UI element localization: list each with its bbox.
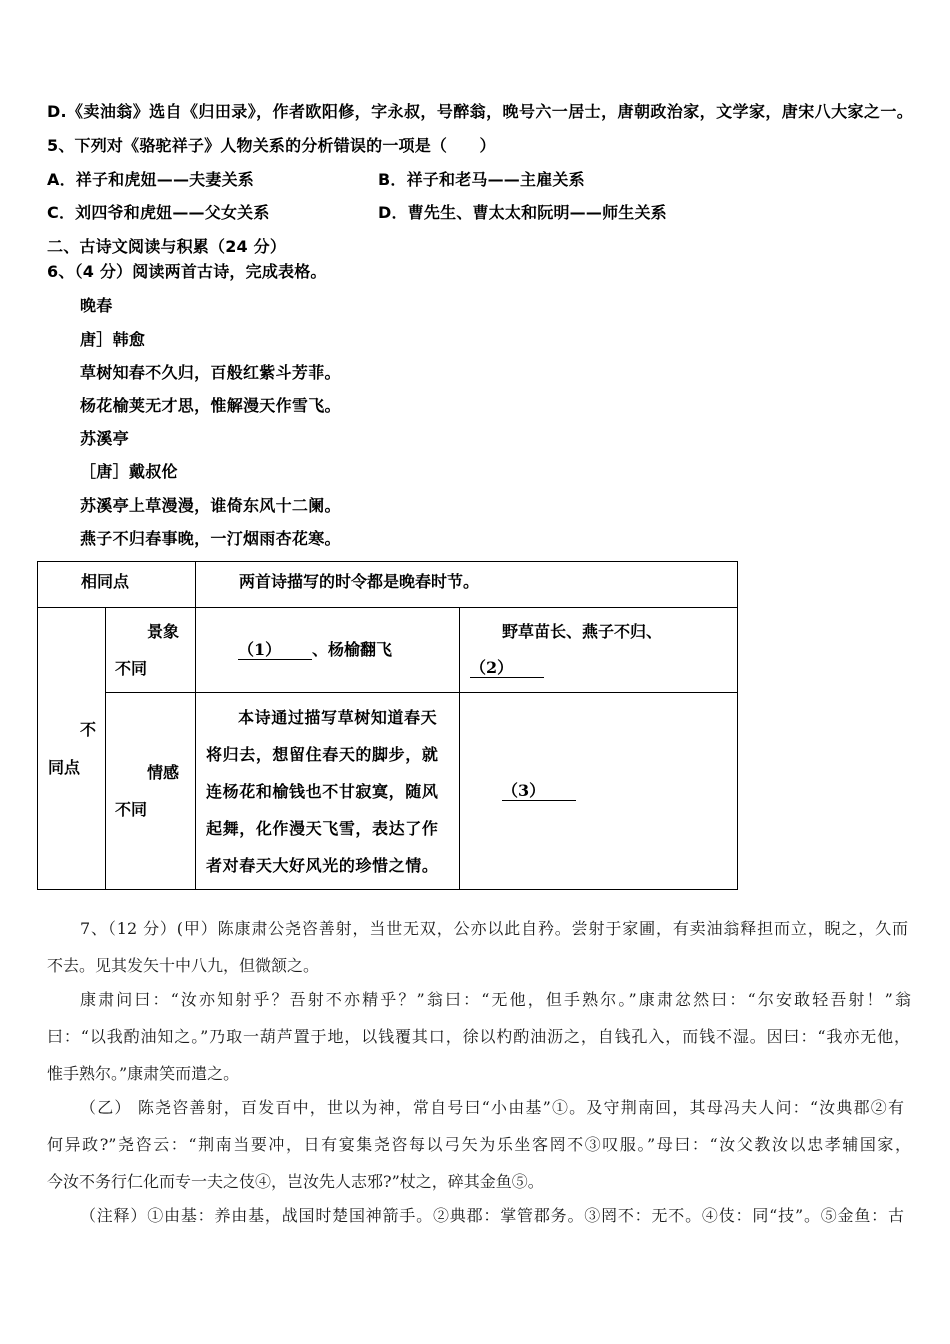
poem-1-title: 晚春 bbox=[80, 296, 113, 315]
emotion-label-cell bbox=[106, 693, 196, 890]
emotion-label: 情感不同 bbox=[115, 763, 180, 819]
same-text-cell bbox=[196, 562, 738, 608]
diff-label: 不同点 bbox=[48, 719, 97, 777]
scene-poem2-cell bbox=[460, 608, 738, 693]
question-6-stem: 6、（4 分）阅读两首古诗，完成表格。 bbox=[47, 262, 327, 281]
q7-yi-line: 何异政?”尧咨云：“荆南当要冲，日有宴集尧咨每以弓矢为乐坐客罔不③叹服。”母曰：“汝父教汝以忠孝辅国家， bbox=[47, 1135, 911, 1154]
scene-poem1-text: 、杨榆翻飞 bbox=[312, 640, 393, 659]
emotion-poem1-line: 本诗通过描写草树知道春天 bbox=[238, 707, 438, 727]
poem-2-line: 苏溪亭上草漫漫，谁倚东风十二阑。 bbox=[80, 496, 341, 515]
table-row-emotion bbox=[38, 693, 738, 890]
poem-2-author: ［唐］戴叔伦 bbox=[80, 462, 178, 481]
poem-comparison-table bbox=[37, 561, 738, 890]
blank-1-label: （1） bbox=[238, 640, 282, 659]
emotion-poem1-cell bbox=[196, 693, 460, 890]
poem-1-line: 杨花榆荚无才思，惟解漫天作雪飞。 bbox=[80, 396, 341, 415]
same-label: 相同点 bbox=[81, 571, 130, 591]
q7-jia-line: 不去。见其发矢十中八九，但微颔之。 bbox=[47, 956, 320, 975]
emotion-poem1-line: 者对春天大好风光的珍惜之情。 bbox=[206, 855, 439, 875]
answer-blank-2 bbox=[470, 659, 544, 678]
section-2-heading: 二、古诗文阅读与积累（24 分） bbox=[47, 237, 287, 256]
blank-3-label: （3） bbox=[502, 781, 546, 800]
emotion-poem1-line: 连杨花和榆钱也不甘寂寞，随风 bbox=[206, 781, 439, 801]
diff-label-cell bbox=[38, 608, 106, 890]
q5-option-c: C．刘四爷和虎妞——父女关系 bbox=[47, 203, 270, 222]
scene-poem1-cell bbox=[196, 608, 460, 693]
q7-jia-dialogue-line: 曰：“以我酌油知之。”乃取一葫芦置于地，以钱覆其口，徐以杓酌油沥之，自钱孔入，而钱不湿。因曰：“我亦无他， bbox=[47, 1027, 910, 1046]
scene-label-cell bbox=[106, 608, 196, 693]
q7-yi-line: （乙） 陈尧咨善射，百发百中，世以为神，常自号曰“小由基”①。及守荆南回，其母冯夫人问：“汝典郡②有 bbox=[80, 1098, 904, 1117]
q7-jia-dialogue-line: 康肃问曰：“汝亦知射乎？吾射不亦精乎？”翁曰：“无他，但手熟尔。”康肃忿然曰：“尔安敢轻吾射！”翁 bbox=[80, 990, 911, 1009]
q5-option-a: A．祥子和虎妞——夫妻关系 bbox=[47, 170, 254, 189]
q7-notes-line: （注释）①由基：养由基，战国时楚国神箭手。②典郡：掌管郡务。③罔不：无不。④伎：同“技”。⑤金鱼：古 bbox=[80, 1206, 904, 1225]
option-d-line: D.《卖油翁》选自《归田录》，作者欧阳修，字永叔，号醉翁，晚号六一居士，唐朝政治家，文学家，唐宋八大家之一。 bbox=[47, 102, 913, 121]
same-text: 两首诗描写的时令都是晚春时节。 bbox=[239, 571, 480, 591]
q5-option-d: D．曹先生、曹太太和阮明——师生关系 bbox=[378, 203, 667, 222]
q7-jia-dialogue-line: 惟手熟尔。”康肃笑而遣之。 bbox=[47, 1064, 240, 1083]
answer-blank-1 bbox=[238, 641, 312, 660]
q7-jia-line: 7、（12 分）(甲）陈康肃公尧咨善射，当世无双，公亦以此自矜。尝射于家圃，有卖油翁释担而立，睨之，久而 bbox=[80, 919, 908, 938]
blank-2-label: （2） bbox=[470, 658, 514, 677]
emotion-poem1-line: 起舞，化作漫天飞雪，表达了作 bbox=[206, 818, 439, 838]
emotion-poem2-cell bbox=[460, 693, 738, 890]
scene-poem2-text: 野草苗长、燕子不归、 bbox=[502, 622, 663, 641]
poem-2-line: 燕子不归春事晚，一汀烟雨杏花寒。 bbox=[80, 529, 341, 548]
scene-label: 景象不同 bbox=[115, 622, 180, 678]
emotion-poem1-line: 将归去，想留住春天的脚步，就 bbox=[206, 744, 439, 764]
question-5-stem: 5、下列对《骆驼祥子》人物关系的分析错误的一项是（ ） bbox=[47, 136, 496, 155]
q5-option-b: B．祥子和老马——主雇关系 bbox=[378, 170, 585, 189]
table-row-scene bbox=[38, 608, 738, 693]
same-label-cell bbox=[38, 562, 196, 608]
poem-1-line: 草树知春不久归，百般红紫斗芳菲。 bbox=[80, 363, 341, 382]
poem-1-author: 唐］韩愈 bbox=[80, 330, 146, 349]
table-row-same bbox=[38, 562, 738, 608]
q7-yi-line: 今汝不务行仁化而专一夫之伎④，岂汝先人志邪?”杖之，碎其金鱼⑤。 bbox=[47, 1172, 544, 1191]
scene-poem2-blank-line bbox=[470, 650, 727, 686]
answer-blank-3 bbox=[502, 782, 576, 801]
poem-2-title: 苏溪亭 bbox=[80, 429, 129, 448]
